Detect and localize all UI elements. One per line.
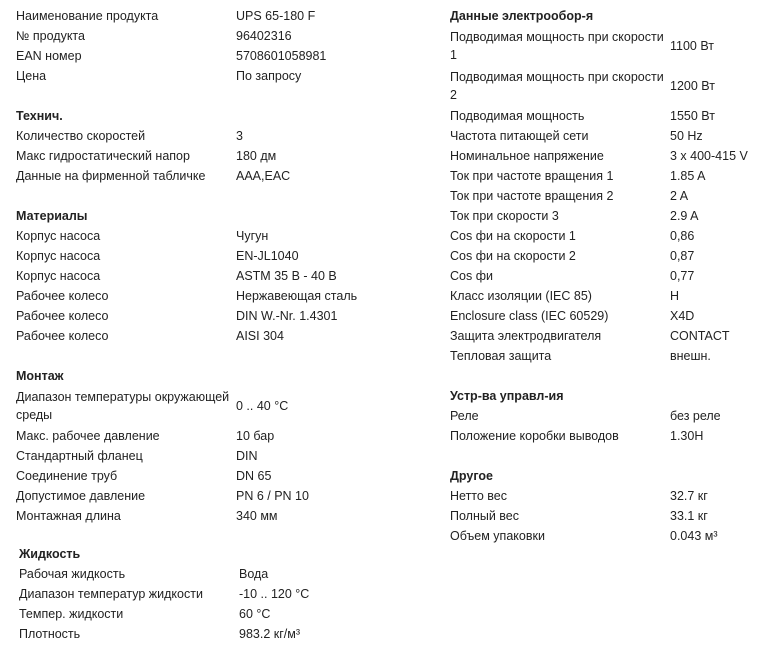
spec-value: DIN xyxy=(236,449,258,463)
spec-value: 10 бар xyxy=(236,429,275,443)
section-fluid xyxy=(19,544,428,644)
spec-row xyxy=(19,624,428,644)
spec-value: 2.9 A xyxy=(670,209,699,223)
spec-row xyxy=(16,466,428,486)
spec-value: 60 °C xyxy=(239,607,271,621)
section-other xyxy=(450,466,766,546)
spec-value: 5708601058981 xyxy=(236,49,327,63)
spec-value: 1200 Вт xyxy=(670,79,715,93)
spec-row xyxy=(16,226,428,246)
spec-value: 1.85 A xyxy=(670,169,706,183)
spec-value: По запросу xyxy=(236,69,302,83)
spec-value: DN 65 xyxy=(236,469,272,483)
spec-value: 33.1 кг xyxy=(670,509,708,523)
spec-value: Вода xyxy=(239,567,269,581)
spec-value: 0,87 xyxy=(670,249,695,263)
spec-value: 0 .. 40 °C xyxy=(236,399,289,413)
spec-row xyxy=(450,326,766,346)
section-technical xyxy=(16,106,428,186)
spec-value: UPS 65-180 F xyxy=(236,9,316,23)
spec-row xyxy=(16,306,428,326)
spec-label: Диапазон температуры окружающей среды xyxy=(16,390,230,422)
spec-row xyxy=(16,326,428,346)
spec-label: Макс гидростатический напор xyxy=(16,149,190,163)
spec-row xyxy=(450,506,766,526)
spec-value: 50 Hz xyxy=(670,129,703,143)
spec-row xyxy=(450,246,766,266)
spec-row xyxy=(16,166,428,186)
section-heading: Данные электрообор-я xyxy=(450,9,594,23)
spec-value: AAA,EAC xyxy=(236,169,291,183)
spec-row xyxy=(16,66,428,86)
spec-label: Реле xyxy=(450,409,479,423)
spec-label: Положение коробки выводов xyxy=(450,429,619,443)
spec-label: Цена xyxy=(16,69,47,83)
spec-row xyxy=(16,506,428,526)
spec-row xyxy=(450,346,766,366)
spec-value: EN-JL1040 xyxy=(236,249,299,263)
spec-row xyxy=(450,266,766,286)
section-controls xyxy=(450,386,766,446)
spec-value: Чугун xyxy=(236,229,269,243)
spec-label: Ток при частоте вращения 2 xyxy=(450,189,614,203)
section-heading: Монтаж xyxy=(16,369,64,383)
spec-value: 983.2 кг/м³ xyxy=(239,627,301,641)
spec-label: Cos фи на скорости 1 xyxy=(450,229,576,243)
spec-label: Количество скоростей xyxy=(16,129,146,143)
spec-value: AISI 304 xyxy=(236,329,284,343)
spec-label: Enclosure class (IEC 60529) xyxy=(450,309,609,323)
spec-value: 0.043 м³ xyxy=(670,529,718,543)
spec-value: 32.7 кг xyxy=(670,489,708,503)
spec-label: Частота питающей сети xyxy=(450,129,589,143)
spec-label: Рабочее колесо xyxy=(16,309,109,323)
spec-label: Подводимая мощность xyxy=(450,109,585,123)
spec-label: Cos фи xyxy=(450,269,493,283)
spec-value: внешн. xyxy=(670,349,711,363)
spec-label: Допустимое давление xyxy=(16,489,146,503)
spec-row xyxy=(450,106,766,126)
spec-row xyxy=(16,246,428,266)
spec-row xyxy=(19,564,428,584)
spec-value: -10 .. 120 °C xyxy=(239,587,310,601)
spec-row xyxy=(450,206,766,226)
section-heading: Другое xyxy=(450,469,493,483)
spec-row xyxy=(450,226,766,246)
spec-label: Рабочая жидкость xyxy=(19,567,126,581)
spec-value: 1550 Вт xyxy=(670,109,715,123)
spec-row xyxy=(450,166,766,186)
spec-label: Защита электродвигателя xyxy=(450,329,602,343)
spec-row xyxy=(19,604,428,624)
section-general xyxy=(16,6,428,86)
spec-label: Наименование продукта xyxy=(16,9,159,23)
spec-label: Подводимая мощность при скорости 2 xyxy=(450,70,664,102)
section-heading: Жидкость xyxy=(19,547,81,561)
spec-label: Полный вес xyxy=(450,509,520,523)
spec-value: PN 6 / PN 10 xyxy=(236,489,309,503)
spec-label: Корпус насоса xyxy=(16,229,101,243)
spec-value: 340 мм xyxy=(236,509,278,523)
spec-row xyxy=(16,6,428,26)
spec-label: Класс изоляции (IEC 85) xyxy=(450,289,592,303)
spec-value: 3 xyxy=(236,129,243,143)
spec-label: Темпер. жидкости xyxy=(19,607,124,621)
spec-row xyxy=(450,26,766,66)
spec-row xyxy=(450,406,766,426)
spec-label: Ток при скорости 3 xyxy=(450,209,559,223)
spec-label: Тепловая защита xyxy=(450,349,552,363)
spec-row xyxy=(450,486,766,506)
spec-value: без реле xyxy=(670,409,721,423)
spec-label: Монтажная длина xyxy=(16,509,121,523)
spec-row xyxy=(450,306,766,326)
spec-label: Рабочее колесо xyxy=(16,289,109,303)
spec-value: X4D xyxy=(670,309,695,323)
spec-row xyxy=(19,584,428,604)
spec-label: Макс. рабочее давление xyxy=(16,429,160,443)
spec-value: Нержавеющая сталь xyxy=(236,289,358,303)
spec-label: Ток при частоте вращения 1 xyxy=(450,169,614,183)
spec-label: Нетто вес xyxy=(450,489,508,503)
spec-row xyxy=(450,126,766,146)
spec-value: 0,77 xyxy=(670,269,695,283)
spec-value: 96402316 xyxy=(236,29,292,43)
spec-label: Соединение труб xyxy=(16,469,118,483)
spec-label: Плотность xyxy=(19,627,81,641)
spec-label: № продукта xyxy=(16,29,85,43)
spec-value: DIN W.-Nr. 1.4301 xyxy=(236,309,338,323)
spec-row xyxy=(16,146,428,166)
spec-row xyxy=(16,486,428,506)
spec-value: H xyxy=(670,289,680,303)
spec-label: EAN номер xyxy=(16,49,82,63)
spec-row xyxy=(16,286,428,306)
section-materials xyxy=(16,206,428,346)
section-electrical xyxy=(450,6,766,366)
section-heading: Устр-ва управл-ия xyxy=(450,389,564,403)
spec-row xyxy=(16,126,428,146)
spec-value: 3 x 400-415 V xyxy=(670,149,748,163)
spec-row xyxy=(450,526,766,546)
spec-row xyxy=(16,386,428,426)
left-column xyxy=(16,6,428,644)
spec-value: 1100 Вт xyxy=(670,39,715,53)
right-column xyxy=(450,6,766,546)
spec-label: Данные на фирменной табличке xyxy=(16,169,206,183)
spec-row xyxy=(16,426,428,446)
spec-label: Номинальное напряжение xyxy=(450,149,604,163)
spec-value: 1.30H xyxy=(670,429,704,443)
spec-value: 2 A xyxy=(670,189,689,203)
spec-row xyxy=(450,186,766,206)
spec-row xyxy=(450,146,766,166)
spec-label: Рабочее колесо xyxy=(16,329,109,343)
spec-row xyxy=(450,286,766,306)
spec-value: 0,86 xyxy=(670,229,695,243)
section-heading: Материалы xyxy=(16,209,88,223)
spec-label: Стандартный фланец xyxy=(16,449,143,463)
spec-value: 180 дм xyxy=(236,149,277,163)
spec-label: Диапазон температур жидкости xyxy=(19,587,203,601)
spec-row xyxy=(16,266,428,286)
spec-label: Объем упаковки xyxy=(450,529,545,543)
spec-value: CONTACT xyxy=(670,329,730,343)
spec-row xyxy=(450,66,766,106)
spec-label: Корпус насоса xyxy=(16,249,101,263)
spec-label: Корпус насоса xyxy=(16,269,101,283)
spec-row xyxy=(450,426,766,446)
section-heading: Технич. xyxy=(16,109,63,123)
spec-row xyxy=(16,46,428,66)
spec-row xyxy=(16,26,428,46)
section-installation xyxy=(16,366,428,526)
spec-row xyxy=(16,446,428,466)
spec-label: Подводимая мощность при скорости 1 xyxy=(450,30,664,62)
spec-value: ASTM 35 B - 40 B xyxy=(236,269,337,283)
spec-label: Cos фи на скорости 2 xyxy=(450,249,576,263)
